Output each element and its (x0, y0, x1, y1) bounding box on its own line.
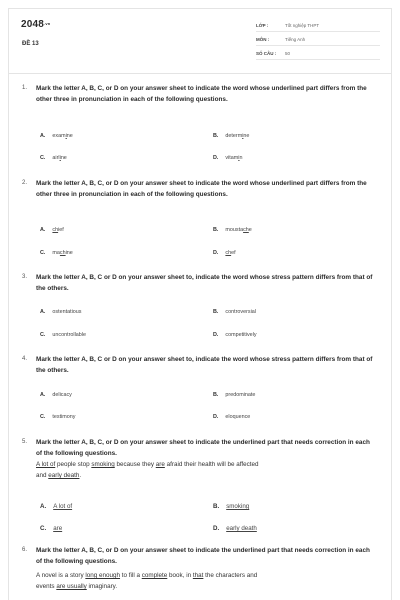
option-text: ief (58, 227, 64, 233)
logo-text: 2048 (21, 19, 45, 30)
option-text: ne (243, 133, 250, 139)
question-text: Mark the letter A, B, C or D on your answer sheet to, indicate the word whose stress pattern differs from that of the others. (36, 356, 373, 374)
option-text: ne (60, 155, 67, 161)
option-a[interactable] (40, 309, 81, 315)
option-letter: B. (213, 503, 220, 510)
underlined-segment: are (155, 461, 165, 468)
option-letter: C. (40, 525, 47, 532)
option-letter: B. (213, 392, 219, 398)
question-number: 5. (22, 439, 28, 445)
exam-header (9, 9, 391, 73)
question-number: 1. (22, 85, 28, 91)
option-b[interactable] (213, 392, 255, 398)
option-c[interactable] (40, 155, 67, 161)
question-number: 6. (22, 547, 28, 553)
option-underlined: ch (225, 250, 232, 256)
option-b[interactable] (213, 309, 256, 315)
option-letter: D. (213, 525, 220, 532)
meta-key: SỐ CÂU : (256, 51, 277, 56)
option-d[interactable] (213, 525, 257, 532)
header-divider (9, 73, 391, 74)
option-text: predominate (225, 392, 256, 398)
option-letter: C. (40, 250, 46, 256)
option-underlined: i (59, 155, 61, 161)
passage-segment: the characters and (203, 572, 258, 579)
question-number: 4. (22, 356, 28, 362)
passage-segment: book, in (167, 572, 193, 579)
option-b[interactable] (213, 133, 249, 139)
option-letter: C. (40, 155, 46, 161)
option-text: ne (66, 133, 73, 139)
option-letter: D. (213, 250, 219, 256)
option-letter: A. (40, 309, 46, 315)
option-text: uncontrollable (52, 332, 86, 338)
option-a[interactable] (40, 392, 72, 398)
question-text: Mark the letter A, B, C, or D on your answer sheet to indicate the underlined part that needs correction in each of the following questions. (36, 547, 370, 565)
option-b[interactable] (213, 227, 252, 233)
option-d[interactable] (213, 414, 250, 420)
passage-segment: imaginary. (86, 583, 118, 590)
passage-segment: afraid their health will be affected (164, 461, 259, 468)
logo-suffix: .vn (44, 21, 51, 26)
meta-value: Tiếng Anh (285, 37, 306, 42)
option-letter: B. (213, 227, 219, 233)
option-a[interactable] (40, 133, 73, 139)
site-logo[interactable] (21, 19, 50, 30)
underlined-segment: complete (141, 572, 168, 579)
option-text: e (248, 227, 252, 233)
question-text: Mark the letter A, B, C or D on your answer sheet to, indicate the word whose stress pattern differs from that of the others. (36, 274, 373, 292)
option-letter: D. (213, 414, 219, 420)
option-text: exam (52, 133, 66, 139)
option-c[interactable] (40, 414, 75, 420)
question-passage-line (36, 470, 381, 481)
option-text: competitively (225, 332, 257, 338)
option-text: controversial (225, 309, 256, 315)
option-c[interactable] (40, 332, 86, 338)
passage-segment: because they (114, 461, 156, 468)
meta-key: MÔN : (256, 37, 270, 42)
option-a[interactable] (40, 503, 72, 510)
option-c[interactable] (40, 250, 73, 256)
option-text: ostentatious (52, 309, 82, 315)
passage-segment: and (36, 472, 49, 479)
option-text: determ (225, 133, 243, 139)
option-underlined: early death (226, 525, 257, 532)
meta-value: Tốt nghiệp THPT (285, 23, 320, 28)
option-d[interactable] (213, 155, 243, 161)
option-letter: A. (40, 392, 46, 398)
option-underlined: are (53, 525, 63, 532)
option-text: airl (52, 155, 60, 161)
option-underlined: ch (52, 227, 59, 233)
question-passage-line (36, 459, 381, 470)
option-b[interactable] (213, 503, 249, 510)
exam-page (8, 8, 392, 600)
option-letter: C. (40, 332, 46, 338)
underlined-segment: early death (48, 472, 80, 479)
option-c[interactable] (40, 525, 62, 532)
option-letter: A. (40, 227, 46, 233)
underlined-segment: that (192, 572, 204, 579)
meta-row-class (256, 19, 380, 32)
exam-title: ĐỀ 13 (22, 41, 39, 47)
option-text: ef (231, 250, 236, 256)
option-letter: B. (213, 309, 219, 315)
option-underlined: ch (243, 227, 249, 233)
option-letter: A. (40, 503, 47, 510)
underlined-segment: are usually (56, 583, 87, 590)
option-letter: B. (213, 133, 219, 139)
option-text: mousta (225, 227, 244, 233)
passage-segment: to fill a (120, 572, 142, 579)
meta-key: LỚP : (256, 23, 269, 28)
option-a[interactable] (40, 227, 64, 233)
option-text: vitam (225, 155, 239, 161)
option-text: delicacy (52, 392, 72, 398)
option-underlined: ch (59, 250, 66, 256)
passage-segment: A novel is a story (36, 572, 86, 579)
question-number: 3. (22, 274, 28, 280)
passage-segment: . (79, 472, 82, 479)
question-passage-line (36, 570, 381, 581)
option-underlined: i (65, 133, 67, 139)
option-underlined: i (242, 133, 244, 139)
question-number: 2. (22, 180, 28, 186)
option-underlined: A lot of (53, 503, 73, 510)
option-text: testimony (52, 414, 76, 420)
passage-segment: people stop (55, 461, 92, 468)
option-text: n (239, 155, 243, 161)
option-text: ma (52, 250, 60, 256)
option-letter: D. (213, 332, 219, 338)
underlined-segment: smoking (91, 461, 115, 468)
meta-row-subject (256, 33, 380, 46)
question-text: Mark the letter A, B, C, or D on your answer sheet to indicate the word whose underlined part differs from the other three in pronunciation in each of the following questions. (36, 85, 367, 103)
option-text: eloquence (225, 414, 251, 420)
option-text: ine (65, 250, 73, 256)
question-passage-line (36, 581, 381, 592)
option-underlined: smoking (226, 503, 250, 510)
question-text: Mark the letter A, B, C, or D on your answer sheet to indicate the word whose underlined part differs from the other three in pronunciation in each of the following questions. (36, 180, 367, 198)
option-d[interactable] (213, 250, 236, 256)
option-letter: A. (40, 133, 46, 139)
underlined-segment: A lot of (36, 461, 56, 468)
meta-row-count (256, 47, 380, 60)
option-d[interactable] (213, 332, 257, 338)
passage-segment: events (36, 583, 57, 590)
underlined-segment: long enough (85, 572, 121, 579)
meta-value: 50 (285, 51, 291, 56)
option-letter: C. (40, 414, 46, 420)
option-letter: D. (213, 155, 219, 161)
option-underlined: i (238, 155, 240, 161)
question-text: Mark the letter A, B, C, or D on your answer sheet to indicate the underlined part that needs correction in each of the following questions. (36, 439, 370, 457)
